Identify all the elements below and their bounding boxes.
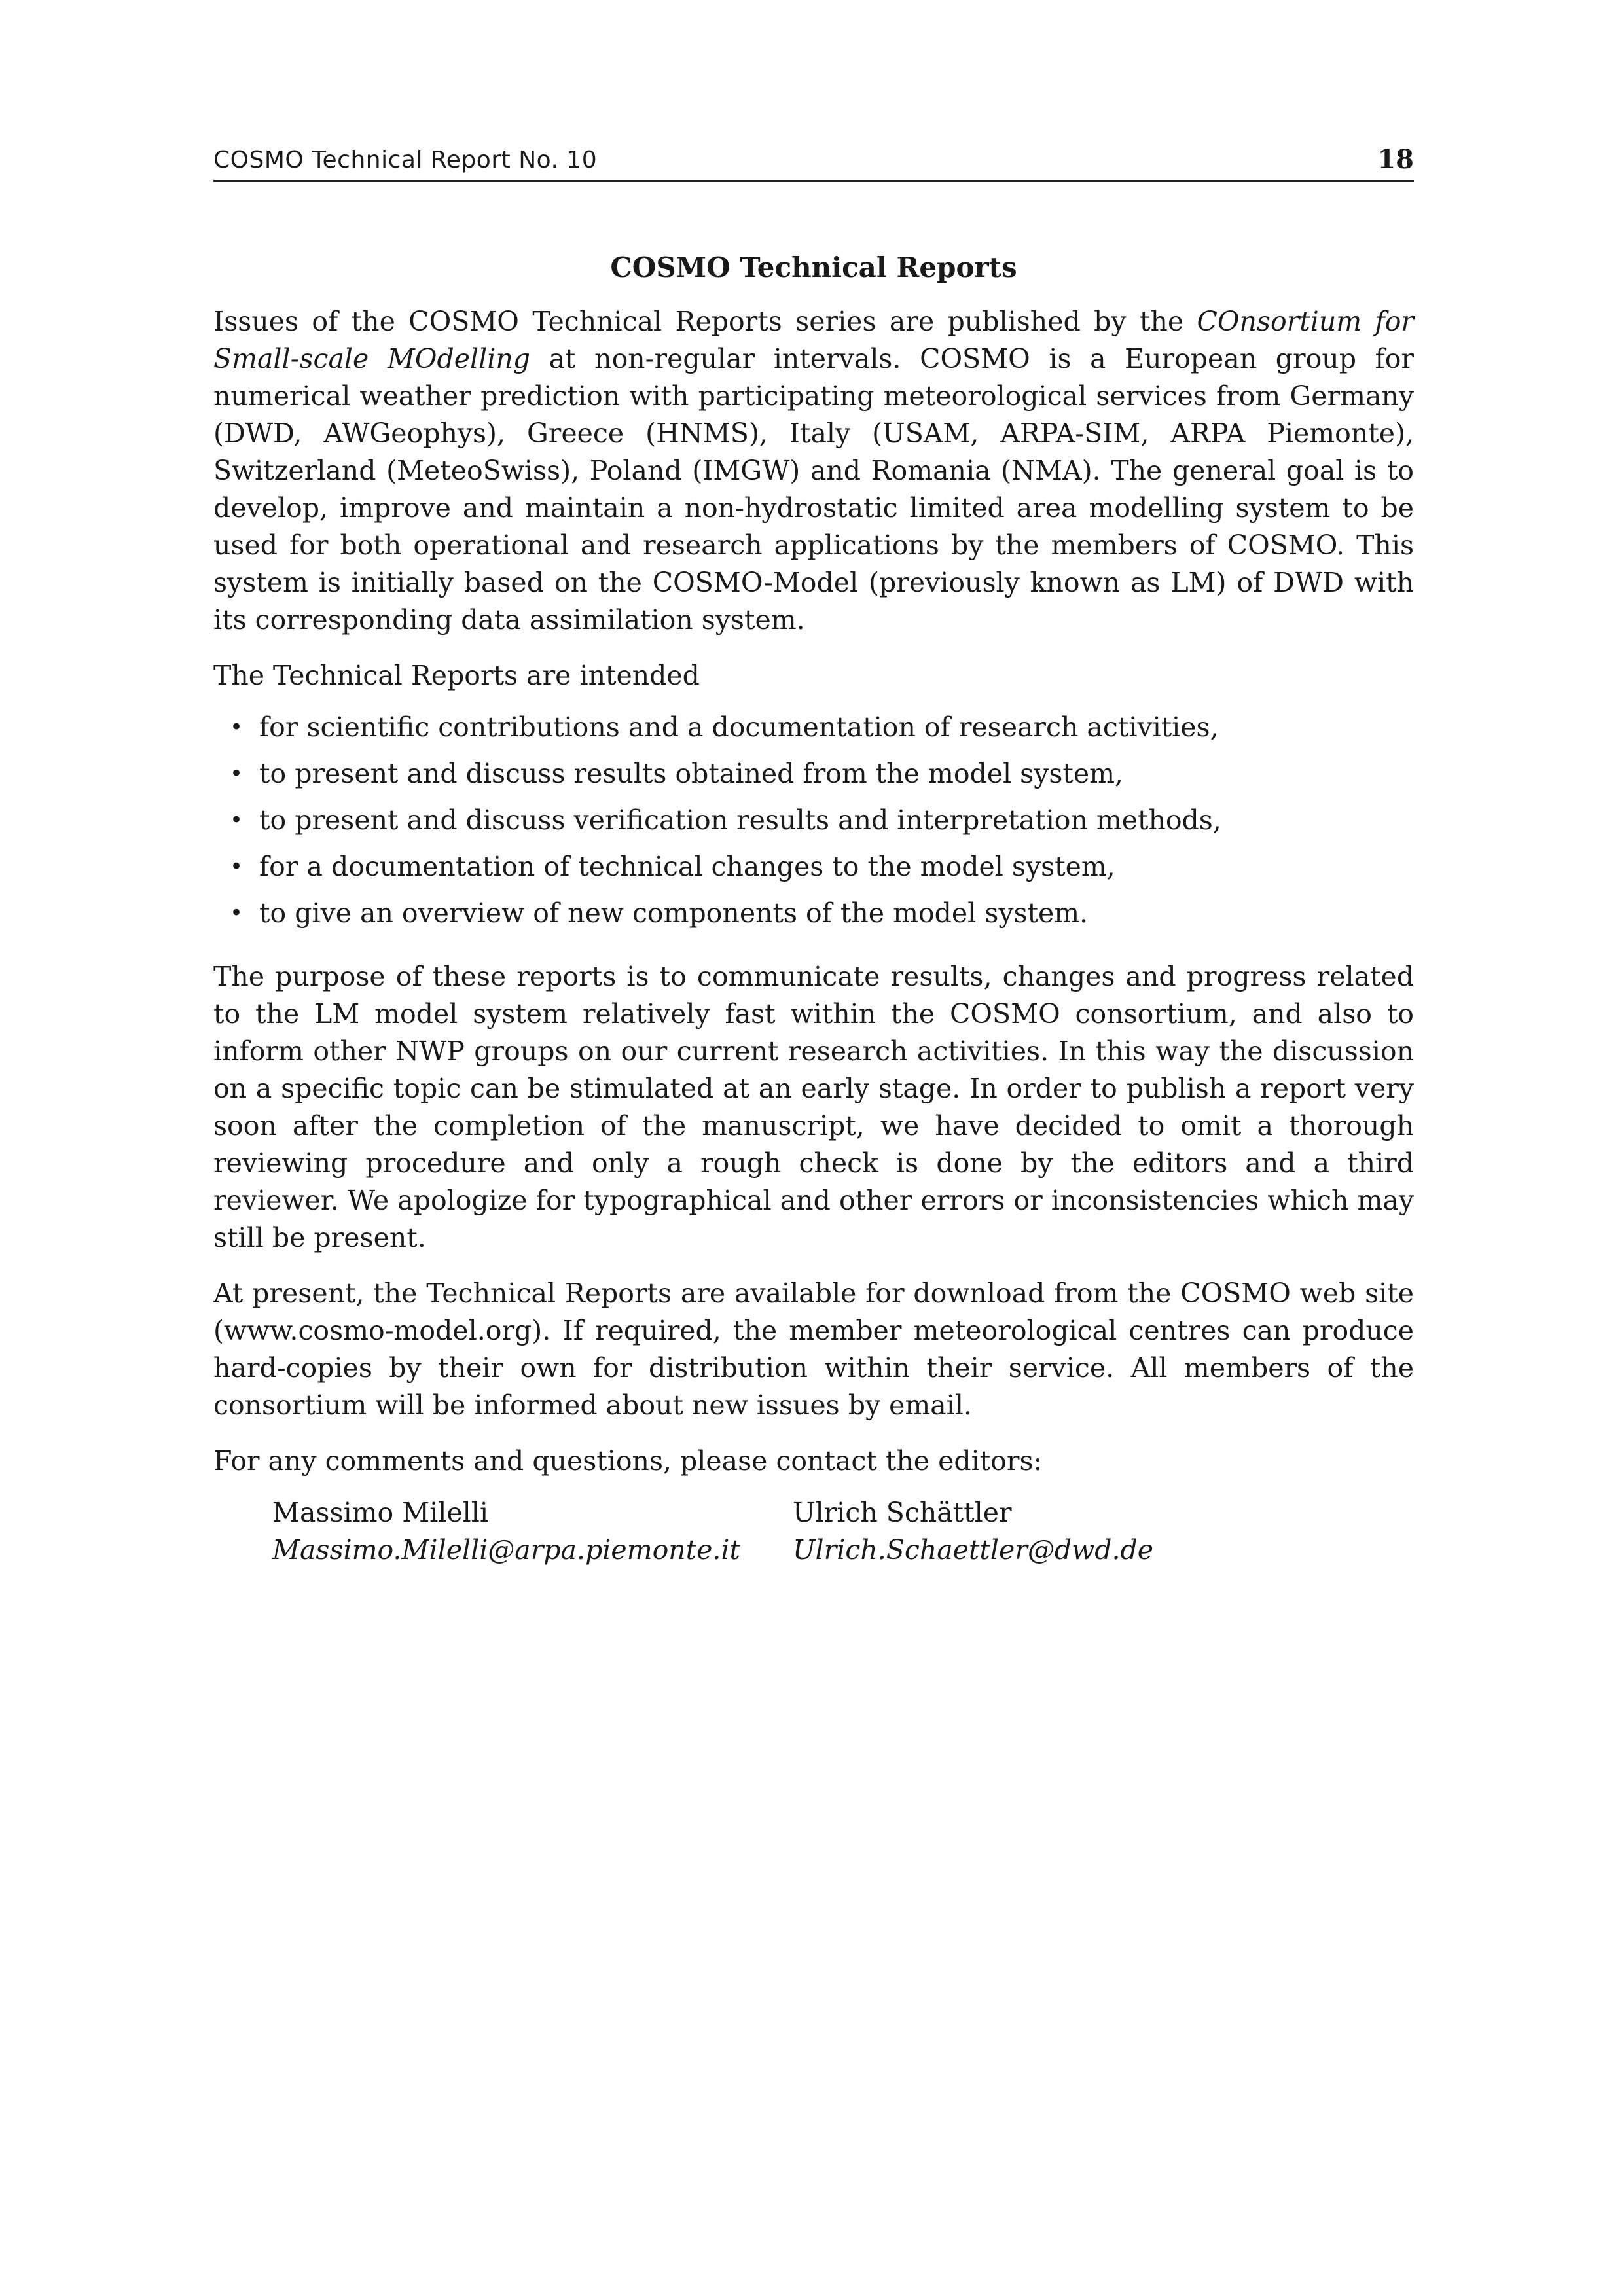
- editor-name: Ulrich Schättler: [793, 1497, 1012, 1528]
- purpose-paragraph: The purpose of these reports is to communicate results, changes and progress related to the LM model system relatively fast within the COSMO consortium, and also to inform other NWP groups on our current research activities. In this way the discussion on a specific topic can be stimulated at an early stage. In order to publish a report very soon after the completion of the manuscript, we have decided to omit a thorough reviewing procedure and only a rough check is done by the editors and a third reviewer. We apologize for typographical and other errors or inconsistencies which may still be present.: [213, 961, 1414, 1253]
- list-item: [230, 709, 1414, 746]
- intro-text-part1: Issues of the COSMO Technical Reports series are published by the: [213, 306, 1197, 337]
- editors-block: [272, 1494, 1414, 1569]
- report-series-label: COSMO Technical Report No. 10: [213, 147, 598, 173]
- editor-email: Ulrich.Schaettler@dwd.de: [793, 1534, 1153, 1566]
- list-item-text: to present and discuss verification results and interpretation methods,: [259, 804, 1221, 836]
- list-item: [230, 802, 1414, 839]
- list-item-text: to present and discuss results obtained from the model system,: [259, 758, 1124, 789]
- page-number: 18: [1377, 144, 1414, 175]
- list-item: [230, 895, 1414, 932]
- list-item-text: for scientific contributions and a documentation of research activities,: [259, 711, 1219, 743]
- bullet-icon: •: [230, 853, 244, 880]
- list-item-text: to give an overview of new components of the model system.: [259, 897, 1089, 929]
- bullet-icon: •: [230, 900, 244, 926]
- page-content: [213, 249, 1414, 1569]
- intro-paragraph: [213, 303, 1414, 639]
- intended-purposes-list: [213, 709, 1414, 932]
- availability-paragraph: At present, the Technical Reports are available for download from the COSMO web site (www.cosmo-model.org). If required, the member meteorological centres can produce hard-copies by their own for distribution within their service. All members of the consortium will be informed about new issues by email.: [213, 1278, 1414, 1421]
- editor-entry: [272, 1494, 793, 1569]
- list-item-text: for a documentation of technical changes to the model system,: [259, 851, 1115, 882]
- bullet-icon: •: [230, 714, 244, 740]
- editor-email: Massimo.Milelli@arpa.piemonte.it: [272, 1534, 741, 1566]
- editor-name: Massimo Milelli: [272, 1497, 489, 1528]
- list-item: [230, 848, 1414, 886]
- bullet-icon: •: [230, 807, 244, 833]
- page-header: [213, 139, 1414, 182]
- consortium-name: COnsortium for Small-scale MOdelling: [213, 306, 1414, 374]
- intended-lead: The Technical Reports are intended: [213, 660, 700, 691]
- intro-text-part2: at non-regular intervals. COSMO is a European group for numerical weather prediction with participating meteorological services from Germany (DWD, AWGeophys), Greece (HNMS), Italy (USAM, ARPA-SIM, ARPA Piemonte), Switzerland (MeteoSwiss), Poland (IMGW) and Romania (NMA). The general goal is to develop, improve and maintain a non-hydrostatic limited area modelling system to be used for both operational and research applications by the members of COSMO. This system is initially based on the COSMO-Model (previously known as LM) of DWD with its corresponding data assimilation system.: [213, 343, 1415, 636]
- bullet-icon: •: [230, 761, 244, 787]
- page-title: COSMO Technical Reports: [610, 251, 1017, 283]
- list-item: [230, 755, 1414, 793]
- contact-lead: For any comments and questions, please contact the editors:: [213, 1445, 1043, 1477]
- editor-entry: [793, 1494, 1313, 1569]
